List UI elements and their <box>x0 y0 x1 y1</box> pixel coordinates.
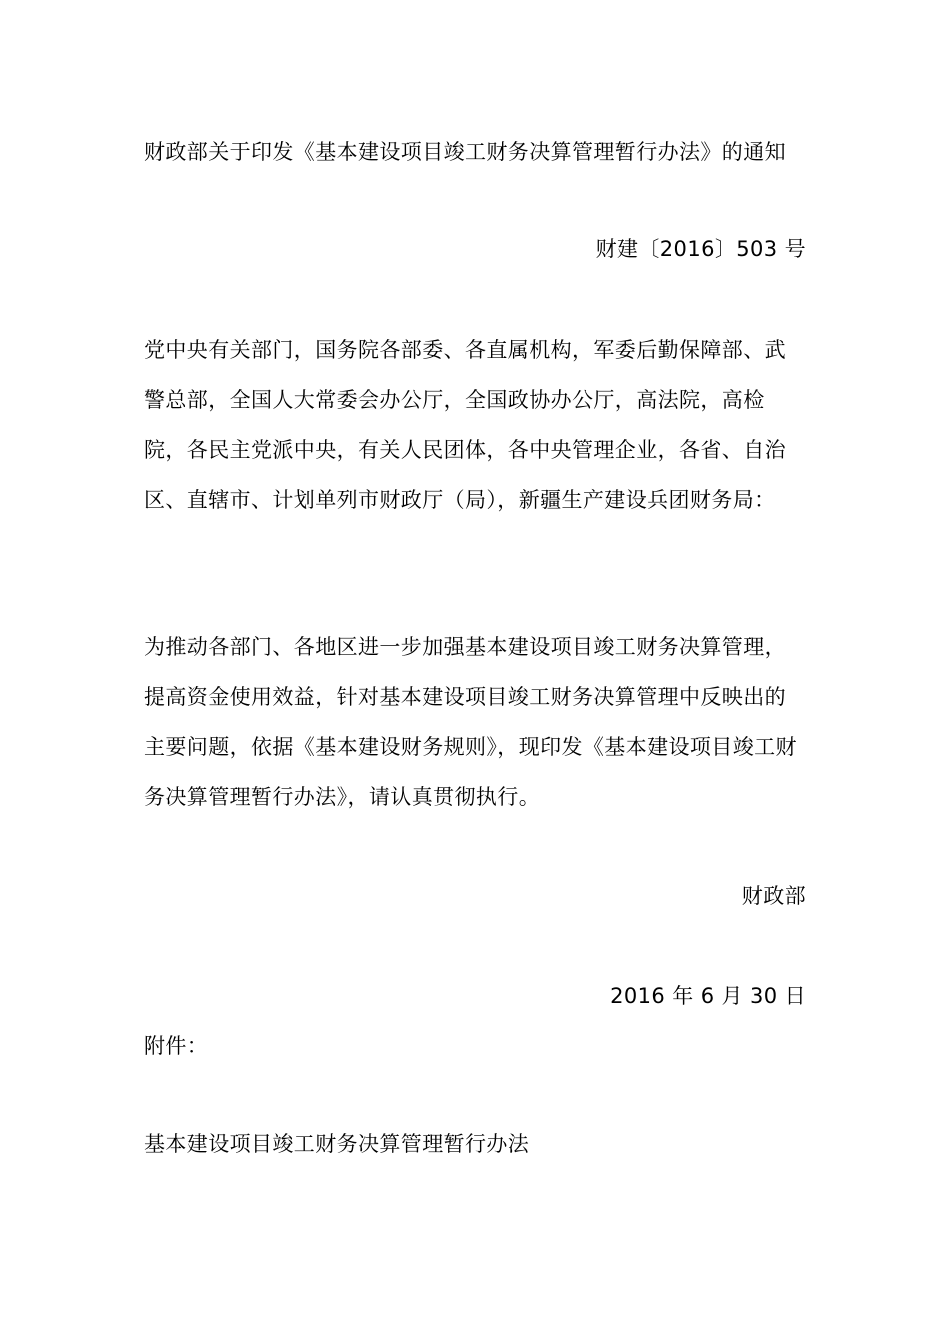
document-title: 财政部关于印发《基本建设项目竣工财务决算管理暂行办法》的通知 <box>144 140 786 164</box>
attachment-label: 附件： <box>144 1034 209 1058</box>
attachment-title: 基本建设项目竣工财务决算管理暂行办法 <box>144 1132 530 1156</box>
document-number: 财建〔2016〕503 号 <box>595 237 806 261</box>
addressees-paragraph: 党中央有关部门，国务院各部委、各直属机构，军委后勤保障部、武警总部，全国人大常委会办公厅，全国政协办公厅，高法院，高检院，各民主党派中央，有关人民团体，各中央管理企业，各省、自治区、直辖市、计划单列市财政厅（局），新疆生产建设兵团财务局： <box>144 338 786 512</box>
body-paragraph: 为推动各部门、各地区进一步加强基本建设项目竣工财务决算管理，提高资金使用效益，针对基本建设项目竣工财务决算管理中反映出的主要问题，依据《基本建设财务规则》，现印发《基本建设项目竣工财务决算管理暂行办法》，请认真贯彻执行。 <box>144 635 797 809</box>
issuer-signature: 财政部 <box>741 884 806 908</box>
issue-date: 2016 年 6 月 30 日 <box>610 984 806 1008</box>
